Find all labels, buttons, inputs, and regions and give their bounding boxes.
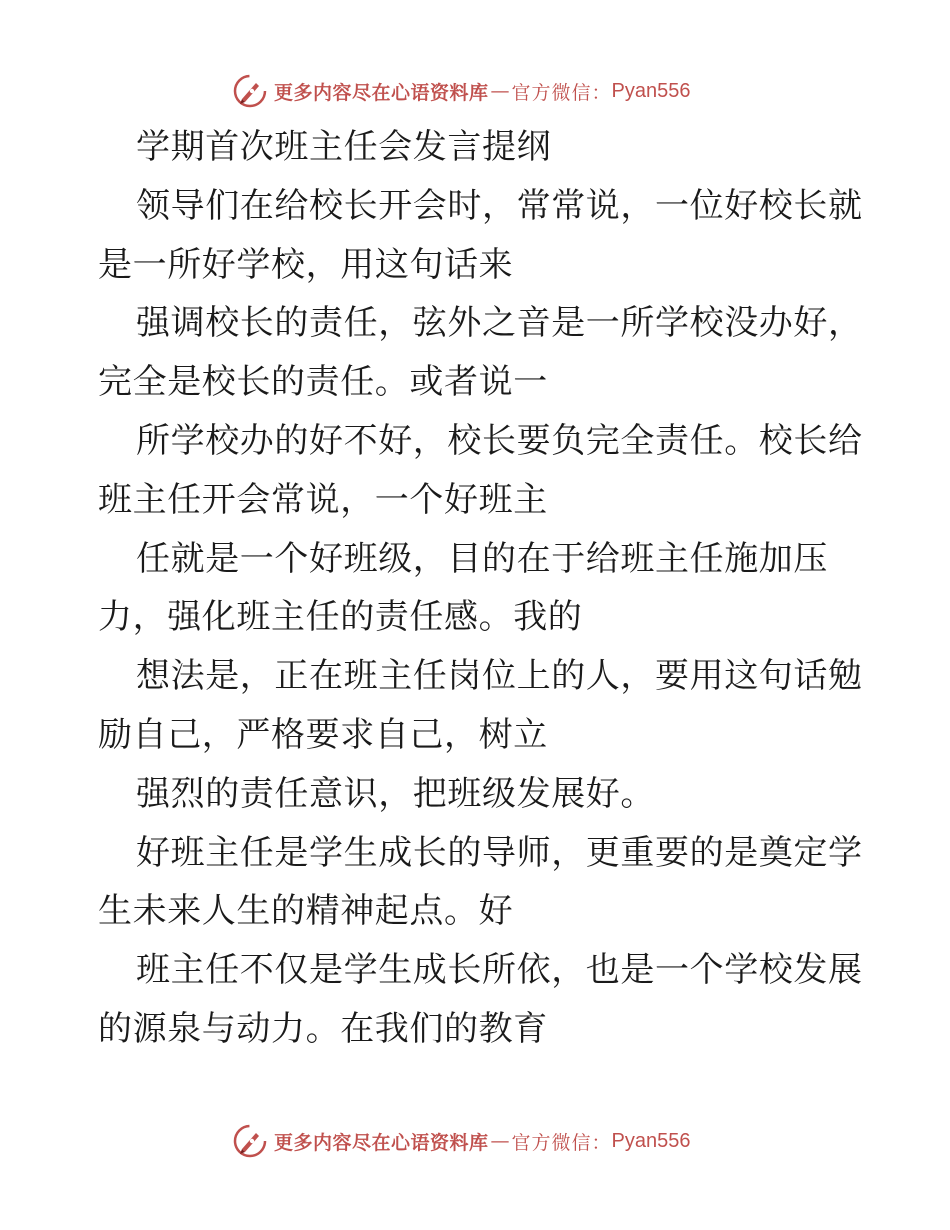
paragraph-line: 强烈的责任意识，把班级发展好。 [136,773,655,814]
watermark-wechat-id: Pyan556 [611,1129,691,1152]
document-body [98,118,863,1059]
watermark-wechat-id: Pyan556 [611,79,691,102]
paragraph-line: 班主任开会常说，一个好班主 [98,479,548,520]
paragraph-line: 励自己，严格要求自己，树立 [98,714,548,755]
header-watermark [232,71,691,111]
watermark-label: 官方微信： [511,1131,612,1154]
paragraph-line: 任就是一个好班级，目的在于给班主任施加压 [136,538,828,579]
pen-logo-icon [232,1123,268,1159]
watermark-main-text: 更多内容尽在心语资料库 [274,1131,489,1154]
paragraph-line: 所学校办的好不好，校长要负完全责任。校长给 [136,420,863,461]
watermark-main-text: 更多内容尽在心语资料库 [274,81,489,104]
paragraph-line: 是一所好学校，用这句话来 [98,244,514,285]
watermark-separator: — [490,1130,510,1152]
footer-watermark [232,1121,691,1161]
paragraph-line: 生未来人生的精神起点。好 [98,891,514,932]
paragraph-line: 力，强化班主任的责任感。我的 [98,597,583,638]
watermark-label: 官方微信： [511,81,612,104]
paragraph-line: 想法是，正在班主任岗位上的人，要用这句话勉 [136,656,863,697]
pen-logo-icon [232,73,268,109]
paragraph-line: 完全是校长的责任。或者说一 [98,362,548,403]
paragraph-line: 强调校长的责任，弦外之音是一所学校没办好， [136,303,863,344]
paragraph-line: 的源泉与动力。在我们的教育 [98,1008,548,1049]
watermark-separator: — [490,80,510,102]
paragraph-line: 班主任不仅是学生成长所依，也是一个学校发展 [136,950,863,991]
paragraph-line: 好班主任是学生成长的导师，更重要的是奠定学 [136,832,863,873]
document-title: 学期首次班主任会发言提纲 [136,127,552,167]
paragraph-line: 领导们在给校长开会时，常常说，一位好校长就 [136,185,863,226]
